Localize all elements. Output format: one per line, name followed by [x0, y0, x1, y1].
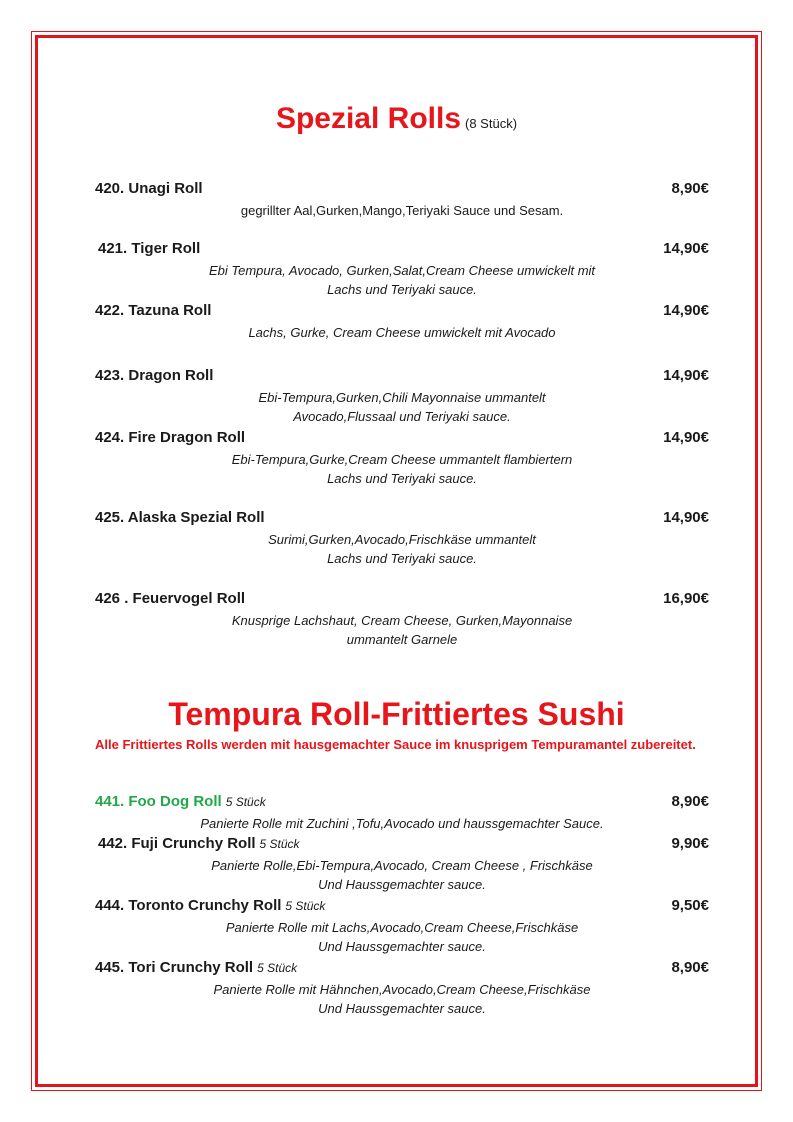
item-name-row [98, 834, 300, 854]
item-price: 14,90€ [663, 367, 709, 384]
item-pieces: 5 Stück [285, 899, 326, 913]
section-title-spezial-rolls [0, 100, 793, 143]
section-title-tempura: Tempura Roll-Frittiertes Sushi [168, 696, 625, 732]
item-description: Knusprige Lachshaut, Cream Cheese, Gurken,Mayonnaise [231, 613, 573, 628]
item-pieces: 5 Stück [225, 795, 266, 809]
item-name: 444. Toronto Crunchy Roll [95, 897, 282, 914]
section-subtitle: (8 Stück) [465, 116, 518, 131]
section-title-text: Spezial Rolls [275, 102, 462, 135]
item-price: 9,50€ [671, 897, 709, 914]
item-price: 16,90€ [663, 590, 709, 607]
item-name: 442. Fuji Crunchy Roll [98, 835, 256, 852]
item-name: 426 . Feuervogel Roll [95, 590, 246, 607]
item-name: 441. Foo Dog Roll [95, 793, 222, 810]
item-description: Lachs, Gurke, Cream Cheese umwickelt mit Avocado [248, 325, 556, 340]
item-description: gegrillter Aal,Gurken,Mango,Teriyaki Sauce und Sesam. [240, 203, 564, 218]
item-price: 8,90€ [671, 959, 709, 976]
item-name-row [95, 792, 266, 812]
item-description-line2: ummantelt Garnele [346, 632, 458, 647]
section-intro: Alle Frittiertes Rolls werden mit hausgemachter Sauce im knusprigem Tempuramantel zubereitet. [95, 737, 696, 752]
item-name: 422. Tazuna Roll [95, 302, 212, 319]
item-name-row [95, 958, 297, 978]
item-price: 14,90€ [663, 509, 709, 526]
item-name-row [95, 896, 325, 916]
item-name: 425. Alaska Spezial Roll [95, 509, 265, 526]
item-name: 423. Dragon Roll [95, 367, 214, 384]
item-description: Panierte Rolle mit Hähnchen,Avocado,Cream Cheese,Frischkäse [213, 982, 591, 997]
item-description-line2: Und Haussgemachter sauce. [318, 939, 486, 954]
item-description: Surimi,Gurken,Avocado,Frischkäse ummantelt [268, 532, 536, 547]
item-description: Panierte Rolle mit Zuchini ,Tofu,Avocado und haussgemachter Sauce. [200, 816, 604, 831]
item-description: Ebi Tempura, Avocado, Gurken,Salat,Cream Cheese umwickelt mit [208, 263, 596, 278]
item-price: 14,90€ [663, 240, 709, 257]
item-description: Ebi-Tempura,Gurke,Cream Cheese ummantelt flambiertern [231, 452, 573, 467]
item-description-line2: Avocado,Flussaal und Teriyaki sauce. [293, 409, 511, 424]
item-name: 445. Tori Crunchy Roll [95, 959, 254, 976]
item-description: Panierte Rolle mit Lachs,Avocado,Cream Cheese,Frischkäse [225, 920, 579, 935]
item-pieces: 5 Stück [259, 837, 300, 851]
item-price: 14,90€ [663, 302, 709, 319]
item-price: 14,90€ [663, 429, 709, 446]
item-pieces: 5 Stück [257, 961, 298, 975]
item-description-line2: Lachs und Teriyaki sauce. [327, 471, 477, 486]
item-price: 8,90€ [671, 180, 709, 197]
item-price: 9,90€ [671, 835, 709, 852]
item-description-line2: Und Haussgemachter sauce. [318, 877, 486, 892]
item-description-line2: Lachs und Teriyaki sauce. [327, 282, 477, 297]
item-description: Ebi-Tempura,Gurken,Chili Mayonnaise ummantelt [258, 390, 546, 405]
item-name: 420. Unagi Roll [95, 180, 203, 197]
item-name: 424. Fire Dragon Roll [95, 429, 246, 446]
item-name: 421. Tiger Roll [98, 240, 201, 257]
item-description-line2: Lachs und Teriyaki sauce. [327, 551, 477, 566]
item-description-line2: Und Haussgemachter sauce. [318, 1001, 486, 1016]
item-price: 8,90€ [671, 793, 709, 810]
item-description: Panierte Rolle,Ebi-Tempura,Avocado, Cream Cheese , Frischkäse [211, 858, 593, 873]
